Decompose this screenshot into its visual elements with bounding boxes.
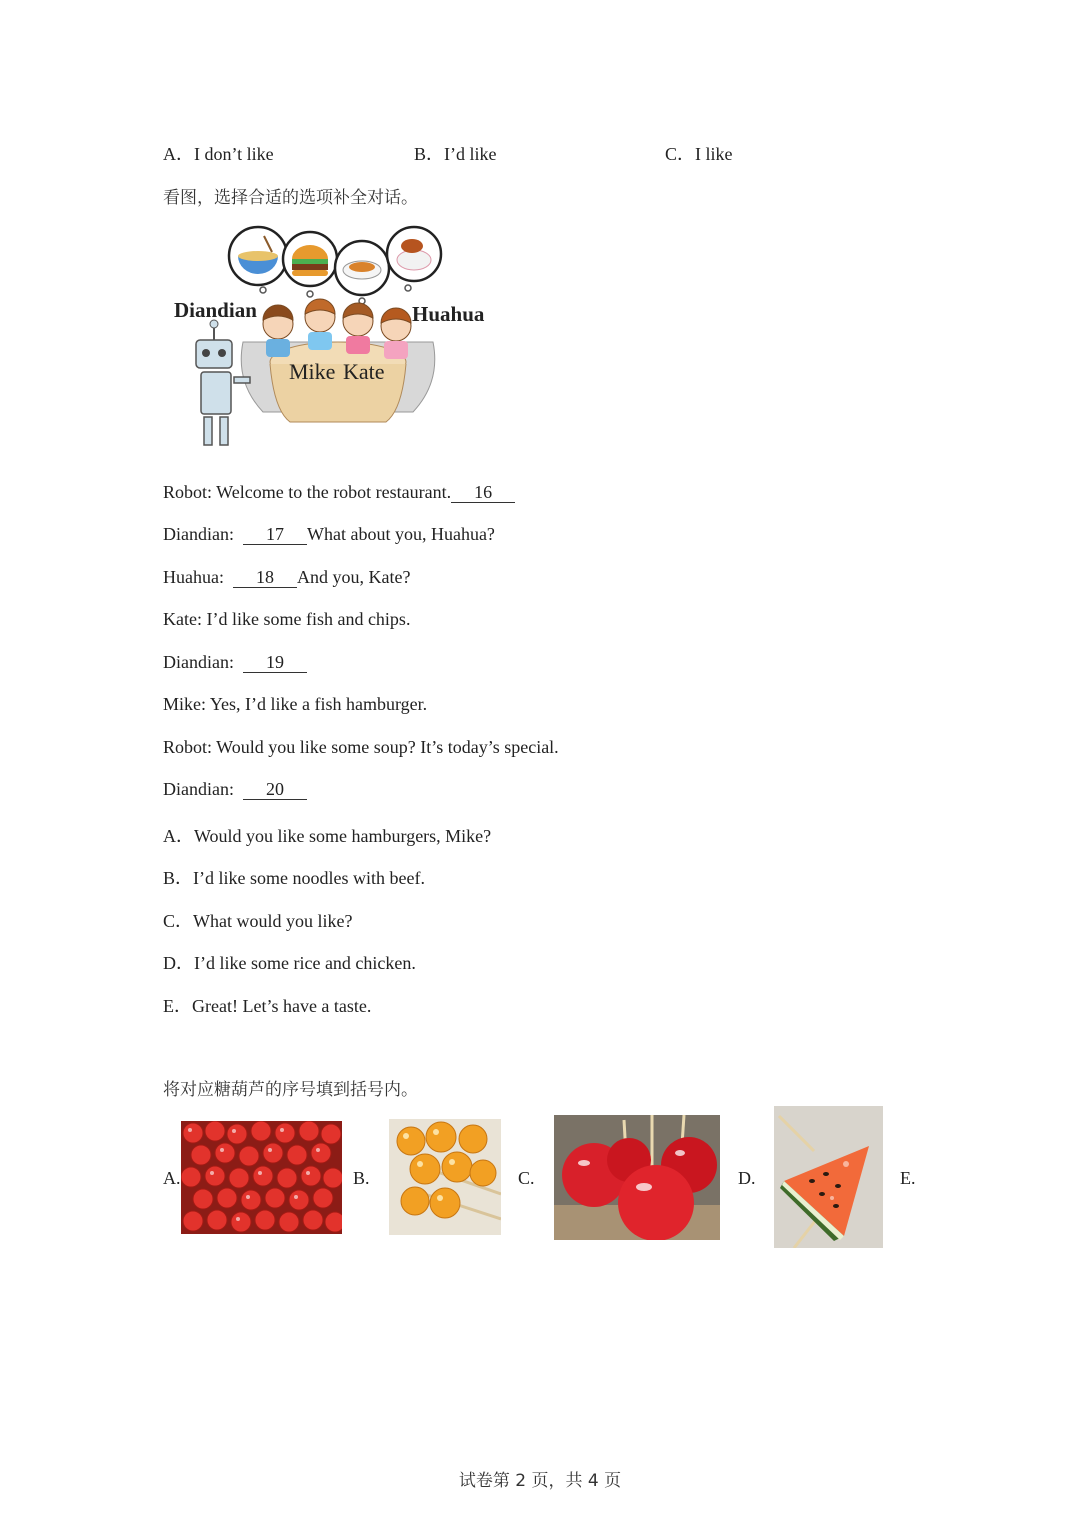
photo-candied-apples <box>554 1115 720 1240</box>
section2-instruction: 将对应糖葫芦的序号填到括号内。 <box>163 1080 418 1100</box>
section1-instruction: 看图，选择合适的选项补全对话。 <box>163 188 418 208</box>
dialogue-line-1: Robot: Welcome to the robot restaurant. 16 <box>163 482 515 503</box>
restaurant-illustration <box>168 222 490 462</box>
photo-label-c: C. <box>518 1168 535 1188</box>
dialogue-line-7: Robot: Would you like some soup? It’s today’s special. <box>163 737 559 757</box>
blank-19[interactable]: 19 <box>243 652 307 673</box>
photo-candied-kumquats <box>389 1119 501 1235</box>
label-mike: Mike <box>289 359 336 384</box>
option-b: B．I’d like <box>414 144 497 164</box>
restaurant-scene-image <box>168 222 490 462</box>
choice-e: E．Great! Let’s have a taste. <box>163 996 372 1016</box>
label-diandian: Diandian <box>174 298 257 322</box>
dialogue-line-2: Diandian: 17 What about you, Huahua? <box>163 524 495 544</box>
label-huahua: Huahua <box>412 302 485 326</box>
photo-label-d: D. <box>738 1168 756 1188</box>
blank-17[interactable]: 17 <box>243 524 307 545</box>
photo-candied-watermelon <box>774 1106 883 1248</box>
dialogue-line-3: Huahua: 18 And you, Kate? <box>163 567 411 587</box>
blank-18[interactable]: 18 <box>233 567 297 588</box>
choice-d: D．I’d like some rice and chicken. <box>163 953 416 973</box>
photo-label-a: A. <box>163 1168 181 1188</box>
photo-label-e: E. <box>900 1168 916 1188</box>
previous-question-options <box>163 140 923 166</box>
option-c: C．I like <box>665 144 733 164</box>
blank-20[interactable]: 20 <box>243 779 307 800</box>
dialogue-line-5: Diandian: 19 <box>163 652 307 673</box>
photo-hawthorn-skewers <box>181 1121 342 1234</box>
blank-16[interactable]: 16 <box>451 482 515 503</box>
choice-c: C．What would you like? <box>163 911 353 931</box>
dialogue-line-8: Diandian: 20 <box>163 779 307 800</box>
option-a: A．I don’t like <box>163 144 274 164</box>
choice-b: B．I’d like some noodles with beef. <box>163 868 425 888</box>
photo-label-b: B. <box>353 1168 370 1188</box>
choice-a: A．Would you like some hamburgers, Mike? <box>163 826 492 846</box>
dialogue-line-6: Mike: Yes, I’d like a fish hamburger. <box>163 694 428 714</box>
label-kate: Kate <box>343 359 385 384</box>
dialogue-line-4: Kate: I’d like some fish and chips. <box>163 609 411 629</box>
page-footer: 试卷第 2 页，共 4 页 <box>458 1471 622 1491</box>
